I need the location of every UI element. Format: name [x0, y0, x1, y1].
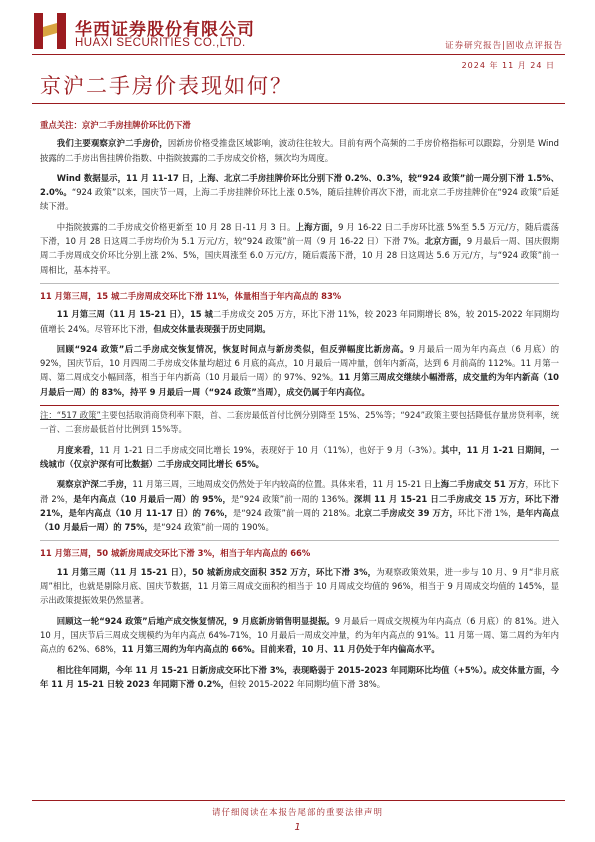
- body-text: 是“924 政策”前一周的 218%。: [232, 507, 356, 518]
- body-text: 环比下滑 1%，: [457, 507, 517, 518]
- body-text: 为观察政策效果，进一步与 10 月、9 月“非月底周”相比，也就是剔除月底、国庆节数据，11 月第三周成交面积约相当于 10 月周成交均值的 96%，相当于 9 月周成交均值的 145%，显示出政策提振效果仍然显著。: [40, 566, 559, 606]
- bold-text: 其中，11 月 1-21 日期间，一线城市（仅京沪深有可比数据）二手房成交同比增长 65%。: [40, 444, 560, 469]
- subheading-second-hand: 11 月第三周，15 城二手房周成交环比下滑 11%，体量相当于年内高点的 83%: [40, 283, 559, 303]
- body-text: 11 月第三周，三地周成交仍然处于年内较高的位置。具体来看，11 月 15-21 日: [132, 479, 433, 490]
- body-text: 中指院披露的二手房成交价格更新至 10 月 28 日-11 月 3 日。: [56, 221, 296, 232]
- focus-heading: 重点关注：京沪二手房挂牌价环比仍下滑: [40, 120, 191, 130]
- bold-text: 北京方面，: [424, 236, 467, 247]
- bold-text: 但成交体量表现强于历史同期。: [153, 323, 271, 334]
- page-title: 京沪二手房价表现如何？: [40, 74, 293, 98]
- header-divider: [32, 54, 565, 55]
- body-text: 11 月 1-21 日二手房成交同比增长 19%，表现好于 10 月（11%），也好于 9 月（-3%）。: [99, 444, 442, 455]
- bold-text: 是年内高点（10 月最后一周）的 95%，: [73, 493, 231, 504]
- bold-text: 北京二手房成交 39 万方，: [355, 507, 458, 518]
- body-text: 9 月最后一周、国庆假期周二手房周成交价环比分别上涨 2%、5%，国庆周涨至 6.0 万元/方，随后震荡下滑，10 月 28 日这周达 5.6 万元/方，与“924 政策”前一周相比，基本持平。: [40, 236, 560, 275]
- bold-text: 回顾这一轮“924 政策”后地产成交恢复情况，9 月底新房销售明显提振。: [56, 615, 335, 626]
- policy-note: [40, 405, 559, 437]
- bold-text: 上海二手房成交 51 万方: [432, 479, 526, 490]
- bold-text: 观察京沪深二手房，: [56, 479, 133, 490]
- bold-text: 我们主要观察京沪二手房价，: [56, 138, 168, 149]
- paragraph-wind-data: [40, 171, 559, 214]
- bold-text: 是年内高点（10 月最后一周）的 75%，: [40, 507, 559, 533]
- bold-text: 11 月第三周成交继续小幅滑落，成交量约为年内新高（10 月最后一周）的 83%，持平 9 月最后一周（“924 政策”当周），成交仍属于年内高位。: [40, 372, 559, 397]
- body-text: “924 政策”以来，国庆节一周，上海二手房挂牌价环比上涨 0.5%，随后挂牌价再次下滑，而北京二手房挂牌价在“924 政策”后延续下滑。: [40, 187, 559, 212]
- bold-text: 回顾“924 政策”后二手房成交恢复情况，恢复时间点与新房类似，但反弹幅度比新房高。: [56, 343, 410, 354]
- bold-text: 月度来看，: [56, 444, 100, 455]
- bold-text: Wind 数据显示，11 月 11-17 日，上海、北京二手房挂牌价环比分别下滑 0.2%、0.3%，较“924 政策”前一周分别下滑 1.5%、2.0%。: [40, 172, 559, 198]
- report-type: 证券研究报告|固收点评报告: [445, 41, 563, 51]
- paragraph-new-home-review: [40, 614, 559, 657]
- bold-text: 相比往年同期，今年 11 月 15-21 日新房成交环比下滑 3%，表现略弱于 2015-2023 年同期环比均值（+5%）。成交体量方面，今年 11 月 15-21 日较 2023 年同期下滑 0.2%，: [40, 664, 559, 689]
- report-date: 2024 年 11 月 24 日: [461, 61, 555, 70]
- title-divider: [32, 103, 565, 104]
- bold-text: 11 月第三周约为年内高点的 66%。目前来看，10 月、11 月仍处于年内偏高水平。: [121, 644, 440, 655]
- page-number: 1: [294, 822, 301, 833]
- body-text: 9 月最后一周成交规模为年内高点（6 月底）的 81%。进入 10 月，国庆节后三周成交规模约为年内高点 64%-71%，10 月最后一周成交冲量，约为年内高点的 91%。11 月第一周、第二周约为年内高点的 62%、68%，: [40, 615, 559, 655]
- huaxi-logo-icon: [34, 13, 66, 49]
- note-text: 主要包括取消商贷利率下限，首、二套房最低首付比例分别降至 15%、25%等；“924”政策主要包括降低存量房贷利率，统一首、二套房最低首付比例到 15%等。: [40, 410, 560, 435]
- paragraph-924-review: [40, 342, 559, 399]
- body-text: 二手房成交 205 万方，环比下滑 11%，较 2023 年同期增长 8%，较 2015-2022 年同期均值增长 24%。尽管环比下滑，: [40, 309, 559, 334]
- paragraph-bj-sh-sz: [40, 477, 559, 534]
- bold-text: 上海方面，: [295, 221, 339, 232]
- paragraph-yoy: [40, 663, 559, 692]
- paragraph-monthly: [40, 443, 559, 472]
- body-text: ，环比下滑 2%，: [40, 479, 560, 504]
- footer-divider: [32, 800, 565, 801]
- paragraph-50-city: [40, 565, 559, 608]
- body-text: 但较 2015-2022 年同期均值下滑 38%。: [229, 678, 386, 689]
- paragraph-cih-data: [40, 220, 559, 277]
- body-text: 9 月 16-22 日二手房环比涨 5%至 5.5 万元/方，随后震荡下滑，10 月 28 日这周二手房均价为 5.1 万元/方，较“924 政策”前一周（9 月 16-22 日）下滑 7%。: [40, 221, 559, 247]
- note-label: 注：“517 政策”: [40, 410, 101, 421]
- bold-text: 11 月第三周（11 月 15-21 日），15 城: [56, 309, 213, 320]
- subheading-new-home: 11 月第三周，50 城新房周成交环比下滑 3%，相当于年内高点的 66%: [40, 540, 559, 560]
- paragraph-15-city: [40, 307, 559, 336]
- body-text: 是“924 政策”前一周的 190%。: [152, 522, 274, 533]
- company-name-en: HUAXI SECURITIES CO.,LTD.: [75, 37, 246, 49]
- company-name-cn: 华西证券股份有限公司: [75, 20, 255, 40]
- body-text: 因新房价格受推盘区域影响，波动往往较大。目前有两个高频的二手房价格指标可以跟踪，分别是 Wind 披露的二手房出售挂牌价指数、中指院披露的二手房成交价格，频次均为周度。: [40, 138, 559, 163]
- legal-disclaimer-link[interactable]: 请仔细阅读在本报告尾部的重要法律声明: [211, 808, 383, 818]
- body-text: 是“924 政策”前一周的 136%。: [230, 493, 354, 504]
- paragraph-intro: [40, 136, 559, 165]
- bold-text: 深圳 11 月 15-21 日二手房成交 15 万方，环比下滑 21%，是年内高点（10 月 11-17 日）的 76%，: [40, 493, 560, 518]
- bold-text: 11 月第三周（11 月 15-21 日），50 城新房成交面积 352 万方，环比下滑 3%，: [56, 566, 377, 577]
- report-body: [40, 118, 559, 697]
- body-text: 9 月最后一周为年内高点（6 月底）的 92%，国庆节后，10 月四周二手房成交体量均超过 6 月底的高点，10 月最后一周冲量，创年内新高，达到 6 月前高的 112%。11 月第一周、第二周成交小幅回落，相当于年内新高（10 月最后一周）的 97%、92%。: [40, 343, 559, 383]
